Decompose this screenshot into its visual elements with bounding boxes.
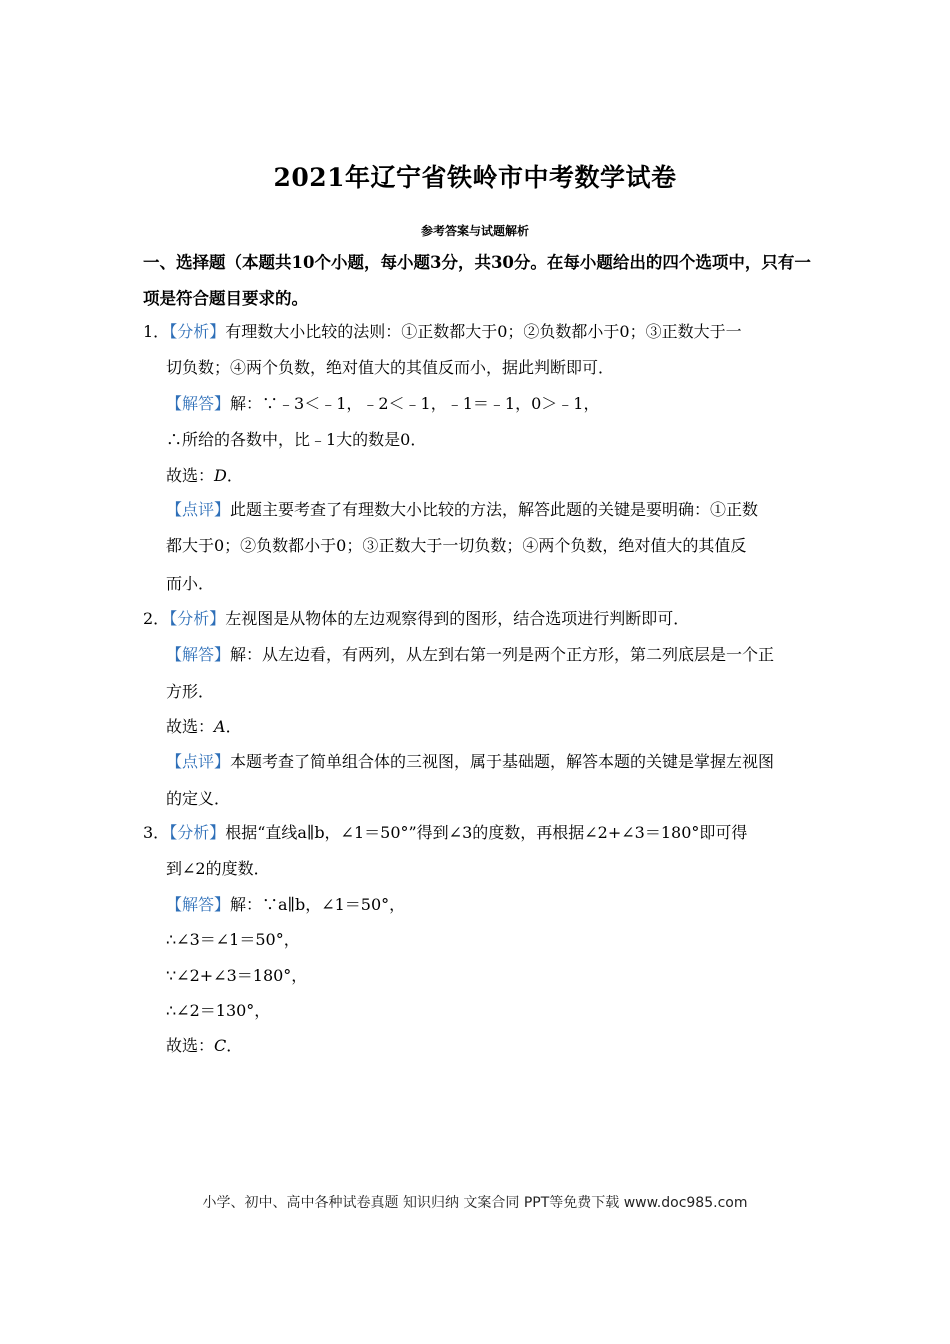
q1-analysis-text-2: 切负数；④两个负数，绝对值大的其值反而小，据此判断即可． — [166, 358, 615, 377]
q2-analysis-text-1: 左视图是从物体的左边观察得到的图形，结合选项进行判断即可． — [225, 609, 690, 628]
q2-choice-line — [166, 717, 242, 737]
q3-choice-prefix: 故选： — [166, 1036, 215, 1055]
q1-comment-text-1: 此题主要考查了有理数大小比较的方法，解答此题的关键是要明确：①正数 — [230, 500, 759, 519]
q3-analysis-tag: 【分析】 — [169, 823, 226, 842]
q2-choice-suffix: ． — [225, 717, 242, 736]
q3-solution-text-3: ∵∠2+∠3＝180°， — [166, 966, 308, 985]
section-heading: 一、选择题（本题共10个小题，每小题3分，共30分。在每小题给出的四个选项中，只有一项是符合题目要求的。 — [143, 253, 811, 308]
q1-solution-line-1 — [166, 394, 599, 414]
page-footer: 小学、初中、高中各种试卷真题 知识归纳 文案合同 PPT等免费下载 www.doc985.com — [202, 1195, 748, 1211]
q1-solution-text-2: ∴所给的各数中，比﹣1大的数是0． — [166, 430, 427, 449]
q1-solution-tag: 【解答】 — [166, 394, 231, 413]
q3-choice-line — [166, 1036, 242, 1056]
q3-solution-text-2: ∴∠3＝∠1＝50°， — [166, 930, 300, 949]
document-subtitle: 参考答案与试题解析 — [420, 224, 529, 238]
document-title: 2021年辽宁省铁岭市中考数学试卷 — [273, 163, 677, 192]
q1-analysis-line-1 — [143, 322, 742, 342]
q1-comment-line-1 — [166, 500, 758, 520]
q3-analysis-text-2: 到∠2的度数． — [166, 859, 270, 878]
q2-comment-tag: 【点评】 — [166, 752, 231, 771]
q1-choice-prefix: 故选： — [166, 466, 215, 485]
q1-comment-tag: 【点评】 — [166, 500, 231, 519]
q2-comment-line-1 — [166, 752, 774, 772]
q2-number: 2． — [143, 609, 170, 628]
q3-analysis-text-1: 根据“直线a∥b，∠1＝50°”得到∠3的度数，再根据∠2+∠3＝180°即可得 — [225, 823, 748, 842]
q2-analysis-line-1 — [143, 609, 689, 629]
q2-comment-text-1: 本题考查了简单组合体的三视图，属于基础题，解答本题的关键是掌握左视图 — [230, 752, 775, 771]
q2-solution-text-1: 解：从左边看，有两列，从左到右第一列是两个正方形，第二列底层是一个正 — [230, 645, 775, 664]
q1-number: 1． — [143, 322, 170, 341]
q3-choice-suffix: ． — [226, 1036, 243, 1055]
q1-analysis-tag: 【分析】 — [169, 322, 226, 341]
q2-choice-letter: A — [214, 717, 226, 736]
q2-comment-text-2: 的定义． — [166, 789, 231, 808]
q2-choice-prefix: 故选： — [166, 717, 215, 736]
q3-solution-line-1 — [166, 895, 405, 915]
q2-solution-tag: 【解答】 — [166, 645, 231, 664]
q2-analysis-tag: 【分析】 — [169, 609, 226, 628]
q3-analysis-line-1 — [143, 823, 747, 843]
q2-solution-line-1 — [166, 645, 774, 665]
q1-comment-text-2: 都大于0；②负数都小于0；③正数大于一切负数；④两个负数，绝对值大的其值反 — [166, 536, 747, 555]
q1-choice-letter: D — [214, 466, 227, 485]
q2-solution-text-2: 方形． — [166, 682, 215, 701]
q1-analysis-text-1: 有理数大小比较的法则：①正数都大于0；②负数都小于0；③正数大于一 — [225, 322, 742, 341]
q1-choice-line — [166, 466, 243, 486]
q3-number: 3． — [143, 823, 170, 842]
q3-solution-text-1: 解：∵a∥b，∠1＝50°， — [230, 895, 406, 914]
q1-choice-suffix: ． — [226, 466, 243, 485]
q3-choice-letter: C — [214, 1036, 227, 1055]
q1-solution-text-1: 解：∵﹣3＜﹣1，﹣2＜﹣1，﹣1＝﹣1，0＞﹣1， — [230, 394, 600, 413]
q3-solution-tag: 【解答】 — [166, 895, 231, 914]
q3-solution-text-4: ∴∠2＝130°， — [166, 1001, 271, 1020]
q1-comment-text-3: 而小． — [166, 574, 215, 593]
